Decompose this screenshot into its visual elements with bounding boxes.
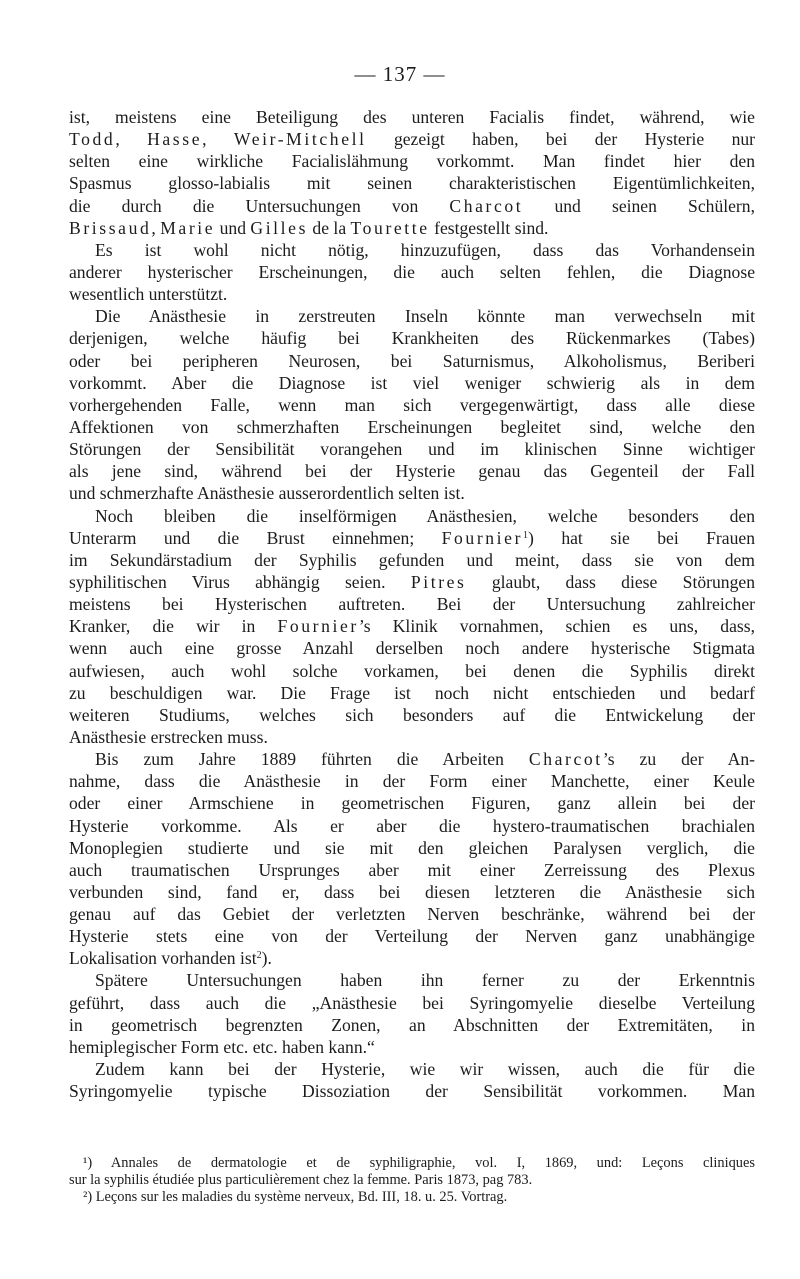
text-line xyxy=(69,770,755,792)
text-line xyxy=(69,438,755,460)
footnotes xyxy=(69,1155,755,1206)
author-name: Marie xyxy=(160,217,216,238)
paragraph xyxy=(69,106,755,239)
text-line xyxy=(69,947,755,969)
text-run: oder bei peripheren Neurosen, bei Saturnismus, Alkoholismus, Beriberi xyxy=(69,350,755,371)
text-run: glaubt, dass diese Störungen xyxy=(466,571,755,592)
footnote-line: ²) Leçons sur les maladies du système nerveux, Bd. III, 18. u. 25. Vortrag. xyxy=(83,1189,508,1205)
text-run: aufwiesen, auch wohl solche vorkamen, bei denen die Syphilis direkt xyxy=(69,660,755,681)
author-name: Fournier xyxy=(277,616,359,637)
author-name: Pitres xyxy=(410,571,467,592)
text-run: zu beschuldigen war. Die Frage ist noch nicht entschieden und bedarf xyxy=(69,682,755,703)
text-run: Lokalisation vorhanden ist xyxy=(69,948,257,969)
text-line xyxy=(69,261,755,283)
author-name: Fournier xyxy=(441,527,524,548)
text-run: oder einer Armschiene in geometrischen Figuren, ganz allein bei der xyxy=(69,793,755,814)
text-run: Affektionen von schmerzhaften Erscheinungen begleitet sind, welche den xyxy=(69,416,755,437)
text-run: ’s Klinik vornahmen, schien es uns, dass, xyxy=(358,616,755,637)
body-text xyxy=(69,106,755,1102)
text-run: syphilitischen Virus abhängig seien. xyxy=(69,571,411,592)
text-line xyxy=(69,571,755,593)
text-line xyxy=(69,859,755,881)
text-line xyxy=(69,128,755,150)
text-line xyxy=(69,748,755,770)
text-line xyxy=(69,505,755,527)
text-run: nahme, dass die Anästhesie in der Form einer Manchette, einer Keule xyxy=(69,771,755,792)
text-run: genau auf das Gebiet der verletzten Nerven beschränke, während bei der xyxy=(69,904,755,925)
text-line xyxy=(69,350,755,372)
text-run: Spasmus glosso-labialis mit seinen charakteristischen Eigentümlichkeiten, xyxy=(69,173,755,194)
text-run: Hysterie stets eine von der Verteilung der Nerven ganz unabhängige xyxy=(69,926,755,947)
footnote-line: sur la syphilis étudiée plus particulièrement chez la femme. Paris 1873, pag 783. xyxy=(69,1172,533,1188)
text-line xyxy=(69,239,755,261)
footnote xyxy=(69,1155,755,1189)
author-name: Tourette xyxy=(350,217,430,238)
text-run: de la xyxy=(308,217,351,238)
text-run: ’s zu der An- xyxy=(602,749,755,770)
paragraph xyxy=(69,748,755,969)
text-line xyxy=(69,106,755,128)
text-line xyxy=(69,394,755,416)
text-line xyxy=(69,815,755,837)
text-line xyxy=(69,704,755,726)
text-line xyxy=(69,416,755,438)
text-line xyxy=(69,660,755,682)
text-run: selten eine wirkliche Facialislähmung vorkommt. Man findet hier den xyxy=(69,151,755,172)
text-run: vorkommt. Aber die Diagnose ist viel weniger schwierig als in dem xyxy=(69,372,755,393)
text-line xyxy=(69,150,755,172)
text-line xyxy=(69,172,755,194)
text-run: Syringomyelie typische Dissoziation der Sensibilität vorkommen. Man xyxy=(69,1081,755,1102)
paragraph xyxy=(69,305,755,504)
text-line xyxy=(69,925,755,947)
text-run: derjenigen, welche häufig bei Krankheiten des Rückenmarkes (Tabes) xyxy=(69,328,755,349)
text-run: Noch bleiben die inselförmigen Anästhesien, welche besonders den xyxy=(95,505,755,526)
text-run: im Sekundärstadium der Syphilis gefunden und meint, dass sie von dem xyxy=(69,549,755,570)
text-run: Hysterie vorkomme. Als er aber die hystero-traumatischen brachialen xyxy=(69,815,755,836)
paragraph xyxy=(69,1058,755,1102)
text-line xyxy=(69,903,755,925)
text-run: Die Anästhesie in zerstreuten Inseln könnte man verwechseln mit xyxy=(95,306,755,327)
text-run: , xyxy=(115,129,148,150)
text-line xyxy=(69,527,755,549)
text-run: auch traumatischen Ursprunges aber mit einer Zerreissung des Plexus xyxy=(69,859,755,880)
text-run: Unterarm und die Brust einnehmen; xyxy=(69,527,442,548)
author-name: Charcot xyxy=(528,749,603,770)
text-line xyxy=(69,1080,755,1102)
text-run: in geometrisch begrenzten Zonen, an Abschnitten der Extremitäten, in xyxy=(69,1014,755,1035)
text-run: ist, meistens eine Beteiligung des unteren Facialis findet, während, wie xyxy=(69,107,755,127)
text-line xyxy=(69,881,755,903)
text-line xyxy=(69,1036,755,1058)
author-name: Charcot xyxy=(449,195,524,216)
footnote xyxy=(69,1189,755,1206)
text-line xyxy=(69,283,755,305)
text-line xyxy=(69,305,755,327)
text-run: Monoplegien studierte und sie mit den gleichen Paralysen verglich, die xyxy=(69,837,755,858)
footnote-marker: 1 xyxy=(523,529,529,541)
text-run: Kranker, die wir in xyxy=(69,616,278,637)
text-line xyxy=(69,969,755,991)
text-run: weiteren Studiums, welches sich besonders auf die Entwickelung der xyxy=(69,704,755,725)
text-run: verbunden sind, fand er, dass bei diesen letzteren die Anästhesie sich xyxy=(69,881,755,902)
text-run: anderer hysterischer Erscheinungen, die auch selten fehlen, die Diagnose xyxy=(69,261,755,282)
text-run: Störungen der Sensibilität vorangehen und im klinischen Sinne wichtiger xyxy=(69,439,755,460)
text-run: meistens bei Hysterischen auftreten. Bei der Untersuchung zahlreicher xyxy=(69,594,755,615)
text-run: , xyxy=(151,217,161,238)
text-line xyxy=(69,460,755,482)
text-line xyxy=(69,217,755,239)
text-line xyxy=(69,549,755,571)
author-name: Gilles xyxy=(250,217,309,238)
text-line xyxy=(69,792,755,814)
text-run: hemiplegischer Form etc. etc. haben kann.“ xyxy=(69,1036,375,1057)
text-line xyxy=(69,837,755,859)
text-line xyxy=(69,593,755,615)
paragraph xyxy=(69,969,755,1058)
text-line xyxy=(69,372,755,394)
text-run: und schmerzhafte Anästhesie ausserordentlich selten ist. xyxy=(69,483,465,504)
text-run: , xyxy=(202,129,234,150)
text-run: festgestellt sind. xyxy=(429,217,549,238)
text-run: geführt, dass auch die „Anästhesie bei Syringomyelie dieselbe Verteilung xyxy=(69,992,755,1013)
author-name: Brissaud xyxy=(69,217,152,238)
text-line xyxy=(69,615,755,637)
text-run: und xyxy=(215,217,251,238)
text-line xyxy=(69,992,755,1014)
footnote-line: ¹) Annales de dermatologie et de syphiligraphie, vol. I, 1869, und: Leçons cliniques xyxy=(83,1155,755,1171)
text-line xyxy=(69,327,755,349)
text-run: ) hat sie bei Frauen xyxy=(528,527,755,548)
text-run: gezeigt haben, bei der Hysterie nur xyxy=(366,129,756,150)
text-run: als jene sind, während bei der Hysterie genau das Gegenteil der Fall xyxy=(69,461,755,482)
page-number: — 137 — xyxy=(354,62,446,86)
paragraph xyxy=(69,239,755,305)
author-name: Weir-Mitchell xyxy=(233,129,367,150)
text-line xyxy=(69,1058,755,1080)
author-name: Todd xyxy=(69,129,116,150)
text-run: Bis zum Jahre 1889 führten die Arbeiten xyxy=(95,749,529,770)
text-line xyxy=(69,1014,755,1036)
text-line xyxy=(69,682,755,704)
text-run: wesentlich unterstützt. xyxy=(69,284,228,305)
text-run: Anästhesie erstrecken muss. xyxy=(69,726,268,747)
author-name: Hasse xyxy=(147,129,203,150)
text-line xyxy=(69,637,755,659)
text-run: und seinen Schülern, xyxy=(523,195,755,216)
text-line xyxy=(69,195,755,217)
text-run: Zudem kann bei der Hysterie, wie wir wissen, auch die für die xyxy=(95,1059,755,1080)
text-run: Spätere Untersuchungen haben ihn ferner zu der Erkenntnis xyxy=(95,970,755,991)
text-run: wenn auch eine grosse Anzahl derselben noch andere hysterische Stigmata xyxy=(69,638,755,659)
text-run: vorhergehenden Falle, wenn man sich vergegenwärtigt, dass alle diese xyxy=(69,394,755,415)
footnote-marker: 2 xyxy=(256,950,262,962)
text-run: die durch die Untersuchungen von xyxy=(69,195,450,216)
paragraph xyxy=(69,505,755,749)
text-line xyxy=(69,482,755,504)
text-line xyxy=(69,726,755,748)
text-run: ). xyxy=(261,948,272,969)
text-run: Es ist wohl nicht nötig, hinzuzufügen, dass das Vorhandensein xyxy=(95,239,755,260)
